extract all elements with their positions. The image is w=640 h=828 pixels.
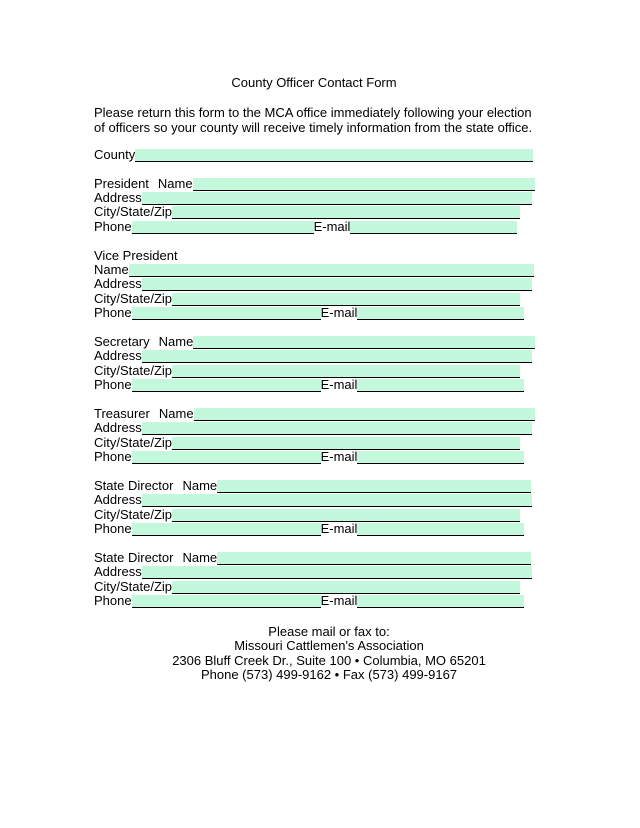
state-director-2-email-field[interactable] [357, 595, 524, 608]
county-label: County [94, 147, 136, 162]
vice-president-name-row [94, 263, 534, 277]
vice-president-phone-field[interactable] [132, 307, 321, 320]
president-city-row [94, 205, 520, 219]
secretary-label: Secretary [94, 334, 150, 349]
treasurer-phone-label: Phone [94, 449, 132, 464]
state-director-1-address-label: Address [94, 492, 142, 507]
secretary-address-row [94, 349, 532, 363]
vice-president-name-field[interactable] [129, 264, 534, 277]
treasurer-email-field[interactable] [357, 451, 524, 464]
president-phone-row [94, 220, 517, 234]
state-director-1-email-field[interactable] [357, 523, 524, 536]
state-director-2-name-row [94, 551, 531, 565]
president-address-field[interactable] [142, 192, 532, 205]
vice-president-email-field[interactable] [357, 307, 524, 320]
president-name-label: Name [157, 176, 193, 191]
state-director-2-label: State Director [94, 550, 174, 565]
footer-organization: Missouri Cattlemen's Association [234, 638, 424, 653]
state-director-2-phone-row [94, 594, 524, 608]
state-director-2-name-label: Name [182, 550, 218, 565]
state-director-1-address-field[interactable] [142, 494, 532, 507]
secretary-name-label: Name [158, 334, 194, 349]
vice-president-address-row [94, 277, 532, 291]
state-director-1-name-row [94, 479, 531, 493]
secretary-address-label: Address [94, 348, 142, 363]
vice-president-name-label: Name [94, 262, 129, 277]
vice-president-heading-row [94, 249, 178, 263]
treasurer-phone-row [94, 450, 524, 464]
state-director-2-email-label: E-mail [320, 593, 358, 608]
vice-president-label: Vice President [94, 248, 178, 263]
county-field[interactable] [135, 149, 533, 162]
treasurer-email-label: E-mail [320, 449, 358, 464]
president-label: President [94, 176, 149, 191]
state-director-1-email-label: E-mail [320, 521, 358, 536]
state-director-1-city-label: City/State/Zip [94, 507, 173, 522]
president-city-label: City/State/Zip [94, 204, 173, 219]
treasurer-city-label: City/State/Zip [94, 435, 173, 450]
vice-president-email-label: E-mail [320, 305, 358, 320]
vice-president-phone-row [94, 306, 524, 320]
state-director-2-address-field[interactable] [142, 566, 532, 579]
treasurer-address-row [94, 421, 532, 435]
president-email-label: E-mail [313, 219, 351, 234]
state-director-1-phone-field[interactable] [132, 523, 321, 536]
form-instructions: Please return this form to the MCA office immediately following your election of officers so your county will receive timely information from the state office. [94, 105, 533, 135]
president-name-row [94, 177, 535, 191]
state-director-2-phone-label: Phone [94, 593, 132, 608]
state-director-1-name-label: Name [182, 478, 218, 493]
vice-president-city-label: City/State/Zip [94, 291, 173, 306]
president-city-field[interactable] [172, 206, 520, 219]
president-name-field[interactable] [193, 178, 535, 191]
secretary-name-field[interactable] [193, 336, 535, 349]
state-director-2-phone-field[interactable] [132, 595, 321, 608]
secretary-city-row [94, 364, 520, 378]
footer-mail-instruction: Please mail or fax to: [268, 624, 390, 639]
treasurer-name-field[interactable] [194, 408, 535, 421]
state-director-2-city-row [94, 580, 520, 594]
president-phone-field[interactable] [132, 221, 314, 234]
president-address-row [94, 191, 532, 205]
treasurer-label: Treasurer [94, 406, 150, 421]
form-title: County Officer Contact Form [231, 75, 397, 90]
treasurer-name-row [94, 407, 535, 421]
state-director-1-city-row [94, 508, 520, 522]
secretary-address-field[interactable] [142, 350, 532, 363]
state-director-1-name-field[interactable] [217, 480, 531, 493]
state-director-2-address-row [94, 565, 532, 579]
treasurer-name-label: Name [158, 406, 194, 421]
state-director-1-label: State Director [94, 478, 174, 493]
county-row [94, 148, 533, 162]
secretary-email-field[interactable] [357, 379, 524, 392]
state-director-1-address-row [94, 493, 532, 507]
secretary-phone-field[interactable] [132, 379, 321, 392]
state-director-2-name-field[interactable] [217, 552, 531, 565]
president-address-label: Address [94, 190, 142, 205]
treasurer-address-label: Address [94, 420, 142, 435]
vice-president-phone-label: Phone [94, 305, 132, 320]
secretary-phone-row [94, 378, 524, 392]
state-director-1-phone-label: Phone [94, 521, 132, 536]
secretary-email-label: E-mail [320, 377, 358, 392]
treasurer-city-row [94, 436, 520, 450]
treasurer-address-field[interactable] [142, 422, 532, 435]
secretary-city-label: City/State/Zip [94, 363, 173, 378]
state-director-2-city-label: City/State/Zip [94, 579, 173, 594]
president-phone-label: Phone [94, 219, 132, 234]
state-director-1-phone-row [94, 522, 524, 536]
state-director-2-address-label: Address [94, 564, 142, 579]
vice-president-city-row [94, 292, 520, 306]
secretary-phone-label: Phone [94, 377, 132, 392]
treasurer-phone-field[interactable] [132, 451, 321, 464]
vice-president-address-label: Address [94, 276, 142, 291]
secretary-name-row [94, 335, 535, 349]
vice-president-address-field[interactable] [142, 278, 532, 291]
footer-address: 2306 Bluff Creek Dr., Suite 100 • Columbia, MO 65201 [172, 653, 486, 668]
president-email-field[interactable] [350, 221, 517, 234]
footer-contact-numbers: Phone (573) 499-9162 • Fax (573) 499-9167 [200, 667, 458, 682]
